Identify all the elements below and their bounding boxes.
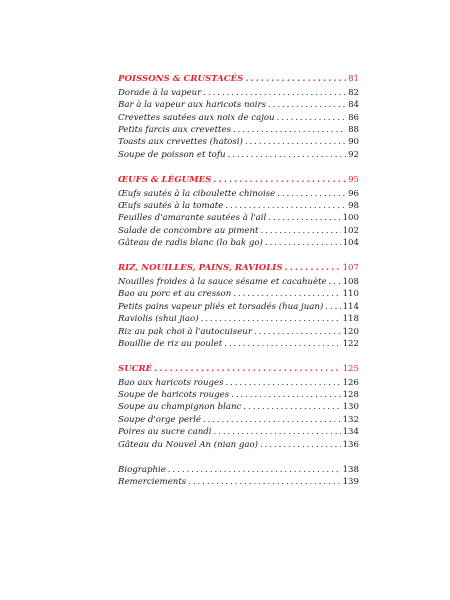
dot-leader xyxy=(226,377,341,389)
page-number: 108 xyxy=(342,276,359,287)
entry-label: Gâteau de radis blanc (lo bak go) xyxy=(118,238,263,249)
page-number: 118 xyxy=(342,314,359,325)
toc-section-sucre xyxy=(118,363,359,451)
toc-entry[interactable] xyxy=(118,313,359,325)
page-number: 126 xyxy=(342,377,359,388)
entry-label: Remerciements xyxy=(118,476,187,487)
dot-leader xyxy=(203,87,346,99)
toc-entry[interactable] xyxy=(118,401,359,413)
dot-leader xyxy=(231,389,340,401)
page-number: 104 xyxy=(342,238,359,249)
entry-label: Riz au pak choi à l'autocuiseur xyxy=(118,326,252,337)
page-number: 128 xyxy=(342,390,359,401)
entry-label: Bao au porc et au cresson xyxy=(118,289,232,300)
dot-leader xyxy=(203,414,341,426)
page-number: 122 xyxy=(342,338,359,349)
dot-leader xyxy=(224,338,340,350)
dot-leader xyxy=(233,124,346,136)
toc-entry[interactable] xyxy=(118,301,359,313)
dot-leader xyxy=(285,262,341,274)
page-number: 114 xyxy=(342,301,359,312)
page-number: 92 xyxy=(348,149,359,160)
toc-entry[interactable] xyxy=(118,326,359,338)
dot-leader xyxy=(225,200,346,212)
toc-entry[interactable] xyxy=(118,426,359,438)
dot-leader xyxy=(154,363,340,375)
entry-label: Raviolis (shui jiao) xyxy=(118,314,199,325)
page-number: 98 xyxy=(348,201,359,212)
dot-leader xyxy=(277,112,346,124)
toc-section-backmatter xyxy=(118,464,359,489)
toc-entry[interactable] xyxy=(118,389,359,401)
toc-section-poissons xyxy=(118,73,359,161)
dot-leader xyxy=(201,313,341,325)
page-number: 86 xyxy=(348,112,359,123)
toc-section-riz xyxy=(118,262,359,350)
page-number: 84 xyxy=(348,100,359,111)
entry-label: Bao aux haricots rouges xyxy=(118,377,224,388)
section-heading[interactable] xyxy=(118,262,359,274)
table-of-contents xyxy=(118,73,359,501)
page-number: 81 xyxy=(348,74,359,84)
entry-label: Bouillie de riz au poulet xyxy=(118,338,223,349)
section-title: SUCRÉ xyxy=(118,363,153,374)
dot-leader xyxy=(260,225,340,237)
dot-leader xyxy=(245,73,346,85)
dot-leader xyxy=(260,439,341,451)
dot-leader xyxy=(329,276,341,288)
page-number: 96 xyxy=(348,188,359,199)
page-number: 132 xyxy=(342,414,359,425)
dot-leader xyxy=(228,149,347,161)
entry-label: Soupe au champignon blanc xyxy=(118,402,242,413)
toc-entry-biographie[interactable] xyxy=(118,464,359,476)
toc-entry[interactable] xyxy=(118,99,359,111)
entry-label: Biographie xyxy=(118,464,166,475)
toc-entry[interactable] xyxy=(118,212,359,224)
page-number: 125 xyxy=(342,363,359,374)
entry-label: Nouilles froides à la sauce sésame et cacahuète xyxy=(118,276,327,287)
toc-entry[interactable] xyxy=(118,87,359,99)
entry-label: Œufs sautés à la ciboulette chinoise xyxy=(118,188,276,199)
toc-entry[interactable] xyxy=(118,188,359,200)
toc-entry[interactable] xyxy=(118,414,359,426)
entry-label: Petits pains vapeur pliés et torsadés (hua juan) xyxy=(118,301,324,312)
entry-label: Bar à la vapeur aux haricots noirs xyxy=(118,100,266,111)
section-title: POISSONS & CRUSTACÉS xyxy=(118,74,244,84)
toc-entry[interactable] xyxy=(118,237,359,249)
entry-label: Soupe de haricots rouges xyxy=(118,390,230,401)
page-number: 138 xyxy=(342,464,359,475)
entry-label: Soupe de poisson et tofu xyxy=(118,149,226,160)
dot-leader xyxy=(245,136,346,148)
entry-label: Petits farcis aux crevettes xyxy=(118,125,231,136)
toc-entry[interactable] xyxy=(118,439,359,451)
section-heading[interactable] xyxy=(118,174,359,186)
entry-label: Gâteau du Nouvel An (nian gao) xyxy=(118,439,258,450)
dot-leader xyxy=(254,326,341,338)
page-number: 100 xyxy=(342,213,359,224)
page-number: 120 xyxy=(342,326,359,337)
dot-leader xyxy=(325,301,340,313)
section-heading[interactable] xyxy=(118,73,359,85)
entry-label: Salade de concombre au piment xyxy=(118,225,259,236)
toc-entry[interactable] xyxy=(118,124,359,136)
dot-leader xyxy=(214,426,341,438)
toc-entry[interactable] xyxy=(118,200,359,212)
dot-leader xyxy=(243,401,340,413)
toc-entry-remerciements[interactable] xyxy=(118,476,359,488)
toc-entry[interactable] xyxy=(118,338,359,350)
dot-leader xyxy=(265,237,341,249)
dot-leader xyxy=(268,212,340,224)
page-number: 102 xyxy=(342,225,359,236)
dot-leader xyxy=(277,188,346,200)
dot-leader xyxy=(168,464,341,476)
toc-entry[interactable] xyxy=(118,288,359,300)
toc-section-oeufs xyxy=(118,174,359,250)
entry-label: Feuilles d'amarante sautées à l'ail xyxy=(118,213,267,224)
toc-entry[interactable] xyxy=(118,112,359,124)
entry-label: Crevettes sautées aux noix de cajou xyxy=(118,112,275,123)
page-number: 82 xyxy=(348,87,359,98)
toc-entry[interactable] xyxy=(118,149,359,161)
toc-entry[interactable] xyxy=(118,136,359,148)
toc-entry[interactable] xyxy=(118,377,359,389)
section-heading[interactable] xyxy=(118,363,359,375)
dot-leader xyxy=(268,99,346,111)
dot-leader xyxy=(188,476,340,488)
entry-label: Œufs sautés à la tomate xyxy=(118,201,224,212)
page-number: 139 xyxy=(342,476,359,487)
toc-entry[interactable] xyxy=(118,276,359,288)
section-title: RIZ, NOUILLES, PAINS, RAVIOLIS xyxy=(118,263,283,274)
page-number: 130 xyxy=(342,402,359,413)
page-number: 134 xyxy=(342,427,359,438)
entry-label: Poires au sucre candi xyxy=(118,427,212,438)
page-number: 90 xyxy=(348,137,359,148)
dot-leader xyxy=(213,174,346,186)
dot-leader xyxy=(233,288,340,300)
page-number: 88 xyxy=(348,125,359,136)
entry-label: Toasts aux crevettes (hatosi) xyxy=(118,137,243,148)
entry-label: Soupe d'orge perlé xyxy=(118,414,201,425)
page-number: 110 xyxy=(342,289,359,300)
entry-label: Dorade à la vapeur xyxy=(118,87,202,98)
page-number: 136 xyxy=(342,439,359,450)
section-title: ŒUFS & LÉGUMES xyxy=(118,174,212,185)
page-number: 107 xyxy=(342,263,359,274)
toc-entry[interactable] xyxy=(118,225,359,237)
page-number: 95 xyxy=(348,174,359,185)
